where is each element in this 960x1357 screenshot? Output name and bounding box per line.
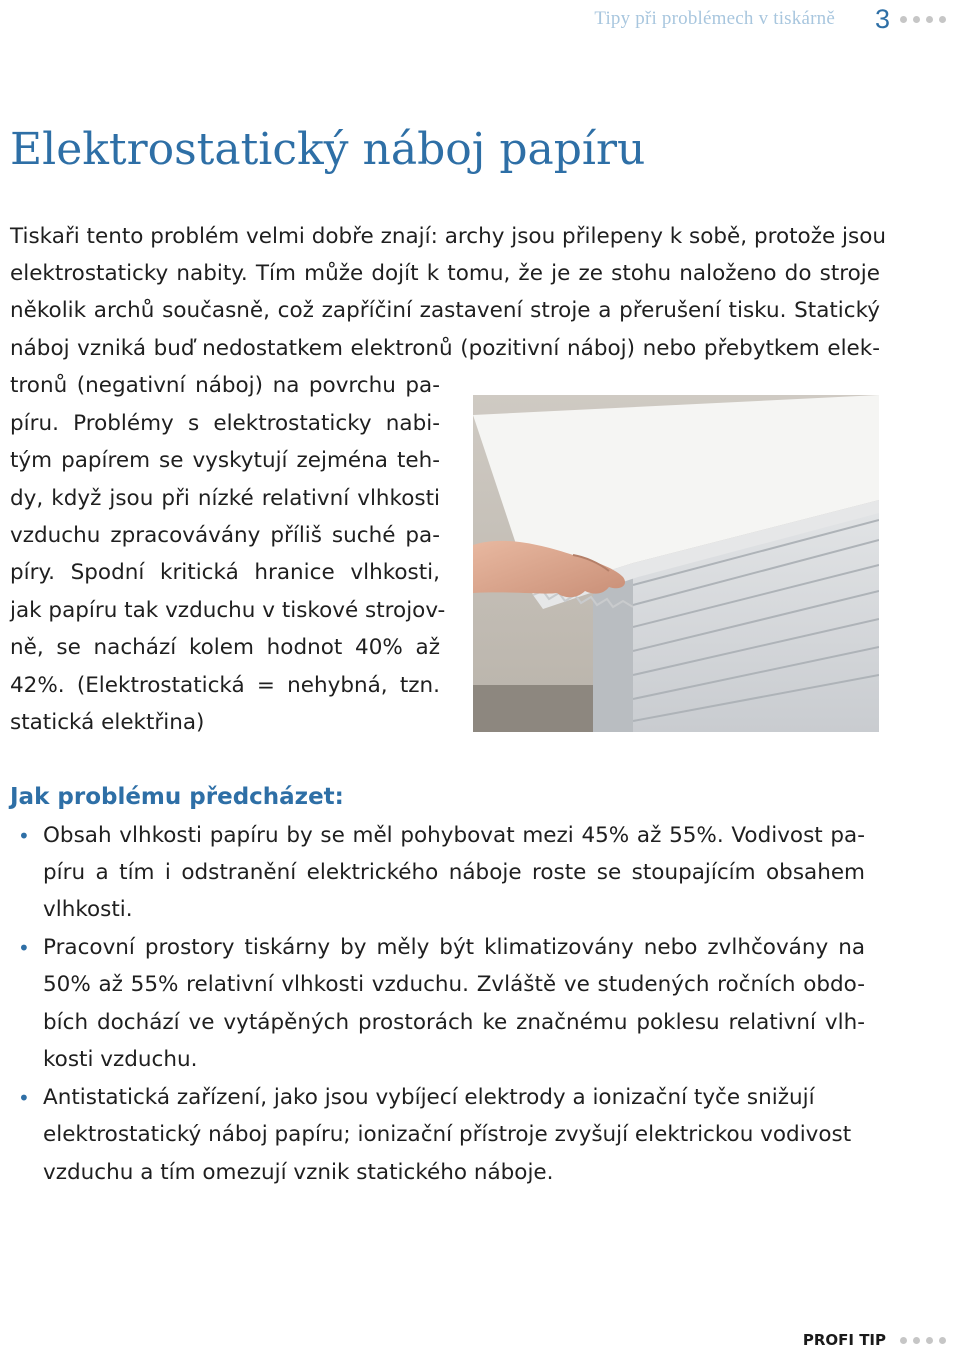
- paragraph-line: elektrostaticky nabity. Tím může dojít k tomu, že je ze stohu naloženo do stroje: [10, 261, 880, 286]
- dot-icon: [939, 1337, 946, 1344]
- section-heading: Jak problému předcházet:: [10, 784, 344, 810]
- dot-icon: [926, 16, 933, 23]
- bullet-icon: •: [18, 824, 30, 848]
- paper-stack-photo: [473, 395, 879, 732]
- paragraph-line: několik archů současně, což zapříčiní zastavení stroje a přerušení tisku. Statický: [10, 298, 880, 323]
- paragraph-line: dy, když jsou při nízké relativní vlhkosti: [10, 486, 440, 511]
- footer-label: PROFI TIP: [802, 1331, 886, 1349]
- page-footer: [803, 1327, 946, 1353]
- paragraph-line: píry. Spodní kritická hranice vlhkosti,: [10, 560, 440, 585]
- bullet-line: bích dochází ve vytápěných prostorách ke značnému poklesu relativní vlh-: [43, 1010, 865, 1035]
- paragraph-line: píru. Problémy s elektrostaticky nabi-: [10, 411, 440, 436]
- paragraph-line: ně, se nachází kolem hodnot 40% až: [10, 635, 440, 660]
- dot-icon: [913, 1337, 920, 1344]
- bullet-line: kosti vzduchu.: [43, 1047, 198, 1072]
- bullet-line: elektrostatický náboj papíru; ionizační přístroje zvyšují elektrickou vodivost: [43, 1122, 852, 1147]
- bullet-line: Obsah vlhkosti papíru by se měl pohybovat mezi 45% až 55%. Vodivost pa-: [43, 823, 865, 848]
- paragraph-line: 42%. (Elektrostatická = nehybná, tzn.: [10, 673, 440, 698]
- paragraph-line: náboj vzniká buď nedostatkem elektronů (pozitivní náboj) nebo přebytkem elek-: [10, 336, 880, 361]
- dot-icon: [939, 16, 946, 23]
- bullet-line: 50% až 55% relativní vlhkosti vzduchu. Zvláště ve studených ročních obdo-: [43, 972, 865, 997]
- page-number: 3: [874, 3, 890, 34]
- paragraph-line: tým papírem se vyskytují zejména teh-: [10, 448, 440, 473]
- paragraph-line: vzduchu zpracovávány příliš suché pa-: [10, 523, 440, 548]
- bullet-line: píru a tím i odstranění elektrického náboje roste se stoupajícím obsahem: [43, 860, 865, 885]
- footer-dots-icon: [900, 1337, 946, 1344]
- dot-icon: [926, 1337, 933, 1344]
- bullet-icon: •: [18, 936, 30, 960]
- bullet-line: Pracovní prostory tiskárny by měly být klimatizovány nebo zvlhčovány na: [43, 935, 865, 960]
- paragraph-line: statická elektřina): [10, 710, 205, 735]
- page-title: Elektrostatický náboj papíru: [10, 124, 646, 175]
- paragraph-line: tronů (negativní náboj) na povrchu pa-: [10, 373, 440, 398]
- bullet-line: vlhkosti.: [43, 897, 133, 922]
- running-title: Tipy při problémech v tiskárně: [594, 8, 835, 29]
- bullet-icon: •: [18, 1086, 30, 1110]
- page-header: [594, 4, 946, 34]
- paper-stack-illustration: [473, 395, 879, 732]
- header-dots-icon: [900, 16, 946, 23]
- bullet-line: vzduchu a tím omezují vznik statického náboje.: [43, 1160, 554, 1185]
- dot-icon: [913, 16, 920, 23]
- paragraph-line: jak papíru tak vzduchu v tiskové strojov-: [10, 598, 446, 623]
- bullet-line: Antistatická zařízení, jako jsou vybíjecí elektrody a ionizační tyče snižují: [43, 1085, 815, 1110]
- dot-icon: [900, 16, 907, 23]
- dot-icon: [900, 1337, 907, 1344]
- paragraph-line: Tiskaři tento problém velmi dobře znají: archy jsou přilepeny k sobě, protože jsou: [10, 224, 886, 249]
